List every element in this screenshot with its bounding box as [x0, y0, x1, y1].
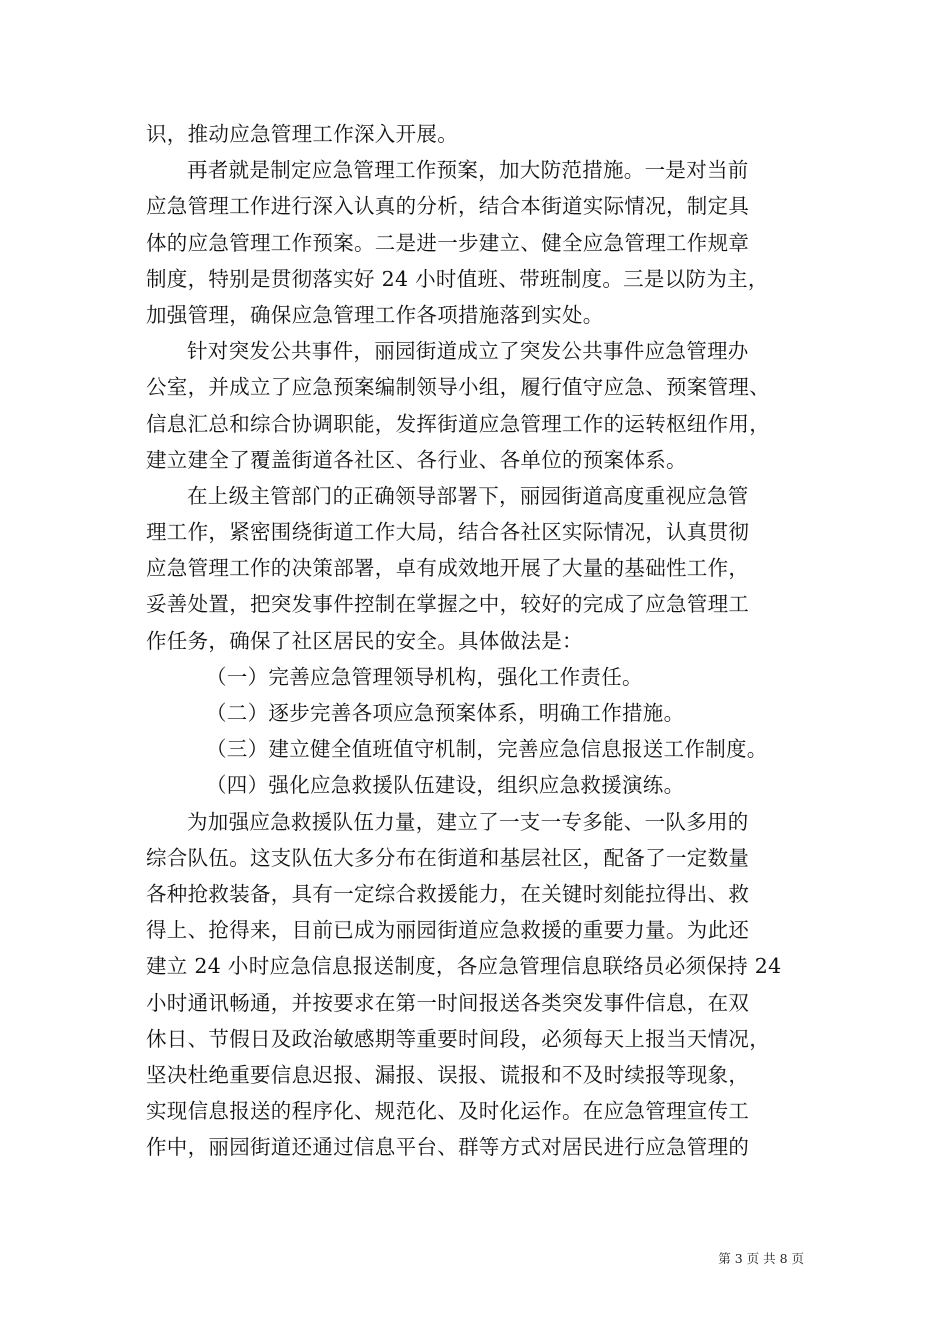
text-line: （四）强化应急救援队伍建设，组织应急救援演练。	[206, 773, 685, 798]
text-line: 加强管理，确保应急管理工作各项措施落到实处。	[146, 302, 604, 327]
text-line: 针对突发公共事件，丽园街道成立了突发公共事件应急管理办	[187, 339, 749, 364]
text-line: 小时通讯畅通，并按要求在第一时间报送各类突发事件信息，在双	[146, 990, 750, 1015]
text-line: 公室，并成立了应急预案编制领导小组，履行值守应急、预案管理、	[146, 375, 770, 400]
text-line: 妥善处置，把突发事件控制在掌握之中，较好的完成了应急管理工	[146, 592, 750, 617]
text-line: 体的应急管理工作预案。二是进一步建立、健全应急管理工作规章	[146, 230, 750, 255]
text-line: 信息汇总和综合协调职能，发挥街道应急管理工作的运转枢纽作用，	[146, 411, 770, 436]
text-line: 识，推动应急管理工作深入开展。	[146, 122, 458, 146]
text-line: 建立 24 小时应急信息报送制度，各应急管理信息联络员必须保持 24	[146, 954, 782, 979]
text-line: 坚决杜绝重要信息迟报、漏报、误报、谎报和不及时续报等现象，	[146, 1062, 750, 1087]
text-line: 作任务，确保了社区居民的安全。具体做法是：	[146, 628, 583, 653]
text-line: 再者就是制定应急管理工作预案，加大防范措施。一是对当前	[187, 158, 749, 183]
page-footer: 第 3 页 共 8 页	[718, 1251, 804, 1266]
document-body	[146, 116, 806, 1165]
text-line: 建立建全了覆盖街道各社区、各行业、各单位的预案体系。	[146, 447, 687, 472]
text-line: 作中，丽园街道还通过信息平台、群等方式对居民进行应急管理的	[146, 1135, 750, 1160]
text-line: （二）逐步完善各项应急预案体系，明确工作措施。	[206, 701, 685, 725]
text-line: 得上、抢得来，目前已成为丽园街道应急救援的重要力量。为此还	[146, 918, 750, 943]
text-line: 在上级主管部门的正确领导部署下，丽园街道高度重视应急管	[187, 483, 749, 508]
text-line: （一）完善应急管理领导机构，强化工作责任。	[206, 664, 643, 689]
text-line: 综合队伍。这支队伍大多分布在街道和基层社区，配备了一定数量	[146, 845, 750, 870]
text-line: 为加强应急救援队伍力量，建立了一支一专多能、一队多用的	[187, 809, 749, 834]
text-line: 应急管理工作的决策部署，卓有成效地开展了大量的基础性工作，	[146, 556, 750, 581]
text-line: 制度，特别是贯彻落实好 24 小时值班、带班制度。三是以防为主，	[146, 266, 769, 291]
text-line: （三）建立健全值班值守机制，完善应急信息报送工作制度。	[206, 737, 768, 762]
text-line: 休日、节假日及政治敏感期等重要时间段，必须每天上报当天情况，	[146, 1026, 770, 1051]
text-line: 应急管理工作进行深入认真的分析，结合本街道实际情况，制定具	[146, 194, 750, 219]
text-line: 实现信息报送的程序化、规范化、及时化运作。在应急管理宣传工	[146, 1099, 750, 1124]
text-line: 各种抢救装备，具有一定综合救援能力，在关键时刻能拉得出、救	[146, 881, 750, 906]
text-line: 理工作，紧密围绕街道工作大局，结合各社区实际情况，认真贯彻	[146, 520, 750, 545]
